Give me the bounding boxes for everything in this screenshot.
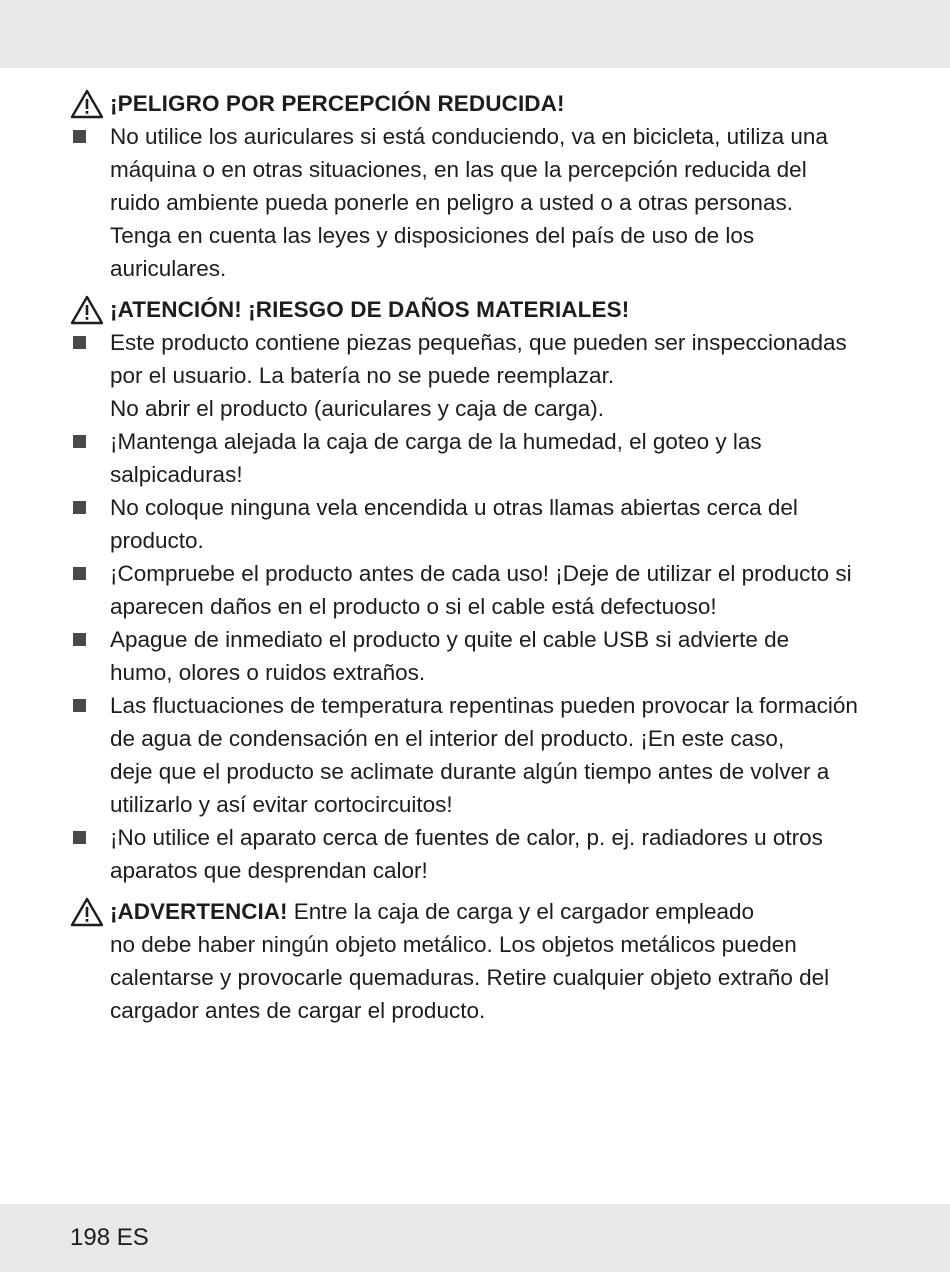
warning-text	[110, 895, 885, 1027]
warning-triangle-icon	[70, 293, 104, 326]
list-item-line: Las fluctuaciones de temperatura repentinas pueden provocar la formación	[110, 693, 858, 718]
warning-line: no debe haber ningún objeto metálico. Los objetos metálicos pueden	[110, 932, 797, 957]
bullet-square-icon	[73, 567, 86, 580]
list-item-line: No abrir el producto (auriculares y caja de carga).	[110, 396, 604, 421]
heading-attention-material-damage	[70, 293, 885, 326]
bullet-square-icon	[73, 699, 86, 712]
list-item-line: por el usuario. La batería no se puede reemplazar.	[110, 363, 615, 388]
list-item	[70, 623, 885, 689]
list-item	[70, 491, 885, 557]
list-item	[70, 689, 885, 821]
warning-metal-objects	[70, 895, 885, 1027]
bullet-square-icon	[73, 130, 86, 143]
bullet-square-icon	[73, 336, 86, 349]
list-item	[70, 120, 885, 285]
list-item	[70, 821, 885, 887]
list-item-line: producto.	[110, 528, 204, 553]
bullet-square-icon	[73, 435, 86, 448]
bullet-square-icon	[73, 831, 86, 844]
list-item-line: deje que el producto se aclimate durante algún tiempo antes de volver a	[110, 759, 830, 784]
warning-line-text: Entre la caja de carga y el cargador empleado	[287, 899, 755, 924]
bullet-square-icon	[73, 501, 86, 514]
warning-triangle-icon	[70, 87, 104, 120]
list-item-line: utilizarlo y así evitar cortocircuitos!	[110, 792, 453, 817]
page-number	[70, 1222, 149, 1254]
heading-text: ¡PELIGRO POR PERCEPCIÓN REDUCIDA!	[110, 91, 565, 116]
list-item-line: aparecen daños en el producto o si el cable está defectuoso!	[110, 594, 717, 619]
list-item-line: No coloque ninguna vela encendida u otras llamas abiertas cerca del	[110, 495, 798, 520]
list-item	[70, 557, 885, 623]
bullet-list-1	[70, 120, 885, 285]
list-item-line: salpicaduras!	[110, 462, 243, 487]
top-band	[0, 0, 950, 68]
list-item-line: ruido ambiente pueda ponerle en peligro a usted o a otras personas.	[110, 190, 793, 215]
list-item-line: Apague de inmediato el producto y quite el cable USB si advierte de	[110, 627, 790, 652]
warning-triangle-icon	[70, 895, 104, 928]
bullet-square-icon	[73, 633, 86, 646]
heading-text: ¡ATENCIÓN! ¡RIESGO DE DAÑOS MATERIALES!	[110, 297, 630, 322]
list-item	[70, 326, 885, 425]
list-item-line: máquina o en otras situaciones, en las que la percepción reducida del	[110, 157, 807, 182]
warning-line: cargador antes de cargar el producto.	[110, 998, 486, 1023]
list-item-line: ¡Compruebe el producto antes de cada uso! ¡Deje de utilizar el producto si	[110, 561, 852, 586]
list-item-line: ¡No utilice el aparato cerca de fuentes de calor, p. ej. radiadores u otros	[110, 825, 823, 850]
list-item-line: Tenga en cuenta las leyes y disposiciones del país de uso de los	[110, 223, 755, 248]
heading-danger-reduced-perception	[70, 87, 885, 120]
warning-line	[110, 895, 885, 928]
list-item-line: auriculares.	[110, 256, 227, 281]
list-item-line: ¡Mantenga alejada la caja de carga de la humedad, el goteo y las	[110, 429, 762, 454]
list-item-line: humo, olores o ruidos extraños.	[110, 660, 426, 685]
list-item	[70, 425, 885, 491]
page-number-value: 198	[70, 1224, 111, 1251]
page-language: ES	[116, 1224, 149, 1251]
warning-label: ¡ADVERTENCIA!	[110, 899, 288, 924]
warning-line: calentarse y provocarle quemaduras. Retire cualquier objeto extraño del	[110, 965, 830, 990]
bullet-list-2	[70, 326, 885, 887]
list-item-line: aparatos que desprendan calor!	[110, 858, 428, 883]
list-item-line: No utilice los auriculares si está conduciendo, va en bicicleta, utiliza una	[110, 124, 828, 149]
page-content	[70, 87, 885, 1027]
list-item-line: Este producto contiene piezas pequeñas, que pueden ser inspeccionadas	[110, 330, 847, 355]
list-item-line: de agua de condensación en el interior del producto. ¡En este caso,	[110, 726, 785, 751]
